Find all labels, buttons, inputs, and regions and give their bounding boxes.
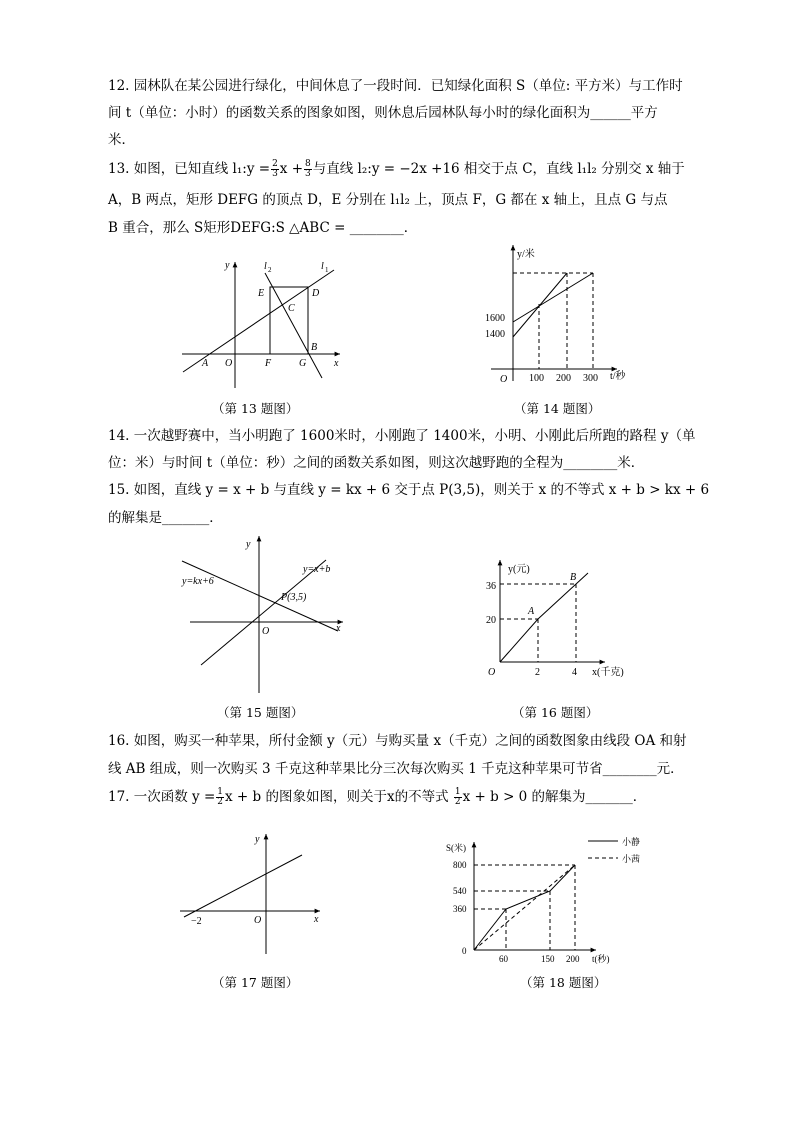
fig13-label-G: G <box>299 358 307 369</box>
caption-17: （第 17 题图） <box>212 975 299 990</box>
fig17 <box>180 834 320 954</box>
fig18-line-xiaoqian <box>474 865 575 950</box>
fig13-label-y: y <box>225 260 230 271</box>
caption-13: （第 13 题图） <box>212 401 299 416</box>
fig16-tick-x-2: 2 <box>535 667 540 678</box>
fig17-label-x: x <box>314 914 319 925</box>
fig13-label-A: A <box>202 358 209 369</box>
fig16-label-O: O <box>488 667 496 678</box>
fig18-tick-x-60: 60 <box>499 954 508 964</box>
fig13-label-E: E <box>258 288 265 299</box>
fig17-label-y: y <box>255 834 260 845</box>
fig14-label-y: y/米 <box>517 249 535 260</box>
fig15 <box>182 536 343 693</box>
q12-line1: 12. 园林队在某公园进行绿化，中间休息了一段时间．已知绿化面积 S（单位: 平方米）与工作时 <box>108 78 683 94</box>
fig13-label-F: F <box>265 358 272 369</box>
fig17-label-neg2: −2 <box>191 916 202 927</box>
fig13-label-l1: l <box>321 261 324 272</box>
fig16-label-x: x(千克) <box>592 667 624 678</box>
q17-line1-a: 17. 一次函数 y = <box>108 789 216 805</box>
fig13-label-D: D <box>312 288 320 299</box>
fig18-legend-label-1: 小静 <box>622 837 641 847</box>
fig14-tick-y-1600: 1600 <box>485 313 505 324</box>
q13-line1-c: 与直线 l₂:y = −2x +16 相交于点 C，直线 l₁l₂ 分别交 x 轴于 <box>312 161 685 177</box>
fig16-guides <box>500 584 576 662</box>
fig14-tick-y-1400: 1400 <box>485 329 505 340</box>
fig18-tick-y-540: 540 <box>453 886 467 896</box>
fig15-label-kx6: y=kx+6 <box>182 576 214 587</box>
fig14-label-O: O <box>500 374 508 385</box>
fig18-label-zero: 0 <box>462 946 467 956</box>
q13-line1-b: x + <box>279 161 304 177</box>
fig13-label-C: C <box>288 303 295 314</box>
fig18-tick-y-800: 800 <box>453 860 467 870</box>
fig16-label-A: A <box>528 606 535 617</box>
caption-15: （第 15 题图） <box>217 705 304 720</box>
q13-frac2-den: 3 <box>305 169 311 179</box>
fig16-tick-y-36: 36 <box>486 581 496 592</box>
q13-frac2-num: 8 <box>305 159 311 169</box>
fig13-label-B: B <box>311 342 318 353</box>
fig13 <box>182 262 340 388</box>
q13-line1-a: 13. 如图，已知直线 l₁:y = <box>108 161 271 177</box>
fig16-line-OA-AB <box>500 573 588 662</box>
fig13-label-O: O <box>225 358 233 369</box>
fig14-tick-x-200: 200 <box>556 373 571 384</box>
fig18-tick-x-200: 200 <box>566 954 580 964</box>
q15-line1: 15. 如图，直线 y = x + b 与直线 y = kx + 6 交于点 P(3,5)，则关于 x 的不等式 x + b > kx + 6 <box>108 482 710 498</box>
fig14-tick-x-300: 300 <box>583 373 598 384</box>
q17-frac1-num: 1 <box>217 787 224 797</box>
q15-line2: 的解集是_______． <box>108 510 223 526</box>
fig17-line <box>184 855 302 917</box>
fig13-rect-defg <box>270 287 308 354</box>
fig15-label-x: x <box>336 623 341 634</box>
q12-line2: 间 t（单位：小时）的函数关系的图象如图，则休息后园林队每小时的绿化面积为______平方 <box>108 105 658 121</box>
q16-line2: 线 AB 组成，则一次购买 3 千克这种苹果比分三次每次购买 1 千克这种苹果可节省________元． <box>108 761 684 777</box>
fig16-label-y: y(元) <box>508 564 530 575</box>
fig18-tick-y-360: 360 <box>453 904 467 914</box>
fig18-tick-x-150: 150 <box>541 954 555 964</box>
q17-line1-b: x + b 的图象如图，则关于x的不等式 <box>225 789 449 805</box>
fig18-legend-label-2: 小茜 <box>622 854 641 864</box>
caption-14: （第 14 题图） <box>514 401 601 416</box>
fig14-label-x: t/秒 <box>610 371 626 382</box>
q12-line3: 米． <box>108 132 135 148</box>
fig14-line-xiaogang <box>513 273 567 337</box>
fig13-label-l2-sub: 2 <box>268 266 272 274</box>
q16-line1: 16. 如图，购买一种苹果，所付金额 y（元）与购买量 x（千克）之间的函数图象由线段 OA 和射 <box>108 733 687 749</box>
fig15-label-P: P(3,5) <box>281 592 307 603</box>
q17-frac2-den: 2 <box>454 797 461 807</box>
fig13-line-l1 <box>183 270 334 372</box>
q14-line2: 位：米）与时间 t（单位：秒）之间的函数关系如图，则这次越野跑的全程为________米． <box>108 455 645 471</box>
caption-16: （第 16 题图） <box>512 705 599 720</box>
fig13-label-l2: l <box>264 261 267 272</box>
fig16 <box>500 560 605 662</box>
fig16-tick-x-4: 4 <box>572 667 577 678</box>
fig13-label-l1-sub: 1 <box>325 266 329 274</box>
q17-line1-c: x + b > 0 的解集为_______． <box>462 789 647 805</box>
q14-line1: 14. 一次越野赛中，当小明跑了 1600米时，小刚跑了 1400米，小明、小刚此后所跑的路程 y（单 <box>108 428 696 444</box>
q13-line2: A，B 两点，矩形 DEFG 的顶点 D，E 分别在 l₁l₂ 上，顶点 F，G 都在 x 轴上，且点 G 与点 <box>108 192 668 208</box>
fig15-line-xb <box>201 560 326 665</box>
fig18 <box>474 841 618 950</box>
q13-line3: B 重合，那么 S矩形DEFG:S △ABC = ________． <box>108 220 418 236</box>
fig15-label-y: y <box>246 539 251 550</box>
fig16-tick-y-20: 20 <box>486 615 496 626</box>
q13-frac1-den: 3 <box>272 169 278 179</box>
fig14-guides <box>513 273 593 369</box>
fig15-label-xb: y=x+b <box>303 564 331 575</box>
fig16-label-B: B <box>570 572 577 583</box>
fig17-label-O: O <box>254 915 262 926</box>
q17-frac1-den: 2 <box>217 797 224 807</box>
fig14-tick-x-100: 100 <box>529 373 544 384</box>
q13-frac1-num: 2 <box>272 159 278 169</box>
fig14-line-xiaoming <box>513 273 593 322</box>
fig18-label-x: t(秒) <box>592 954 610 964</box>
fig13-label-x: x <box>334 358 339 369</box>
q17-frac2-num: 1 <box>454 787 461 797</box>
fig18-label-y: S(米) <box>446 843 466 853</box>
caption-18: （第 18 题图） <box>520 975 607 990</box>
fig15-label-O: O <box>262 626 270 637</box>
fig14 <box>491 245 617 381</box>
